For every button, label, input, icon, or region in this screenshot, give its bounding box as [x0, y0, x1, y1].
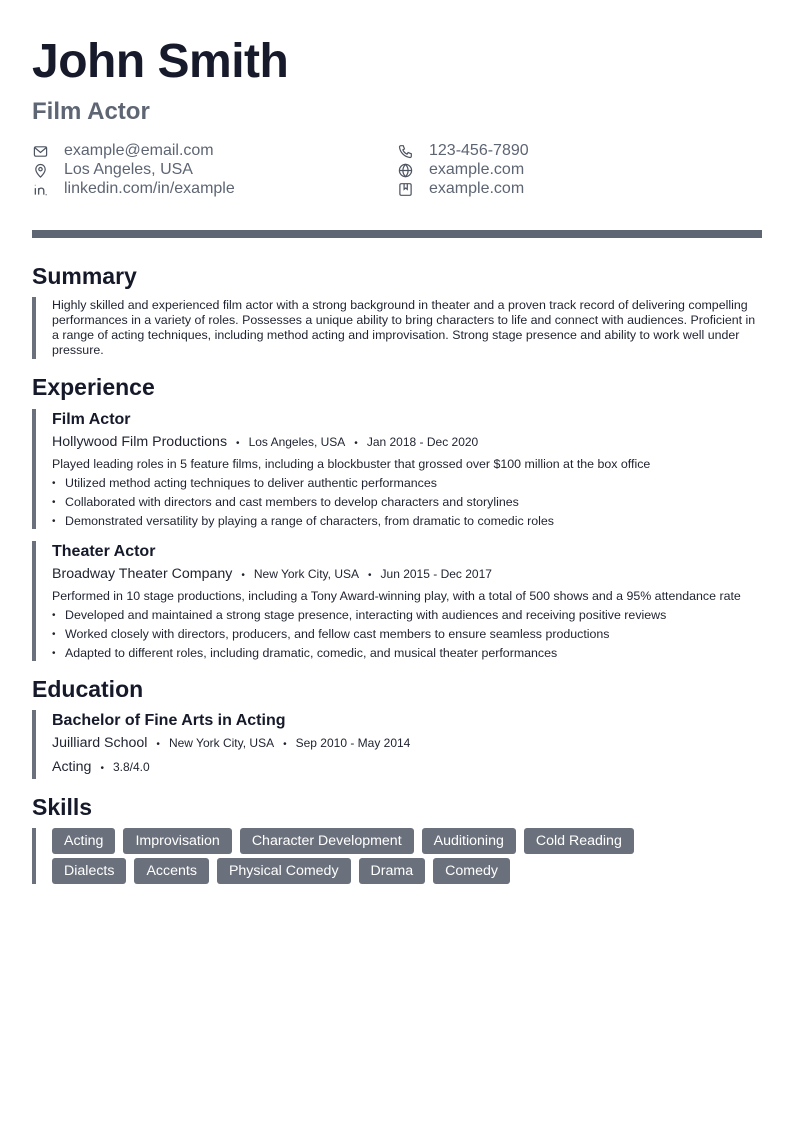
contact-linkedin[interactable]: [32, 180, 397, 198]
contact-list: [32, 142, 762, 198]
contact-text: example@email.com: [64, 142, 214, 159]
skill-chip: Cold Reading: [524, 828, 634, 854]
list-item: • Worked closely with directors, producers, and fellow cast members to ensure seamless productions: [52, 627, 762, 642]
summary-text: Highly skilled and experienced film actor with a strong background in theater and a proven track record of delivering compelling performances in a variety of roles. Possesses a unique ability to bring characters to life and connect with audiences. Proficient in a range of acting techniques, including method acting and improvisation. Strong stage presence and ability to work well under pressure.: [52, 298, 756, 358]
job-location: Los Angeles, USA: [248, 434, 346, 449]
list-item: • Adapted to different roles, including dramatic, comedic, and musical theater performances: [52, 646, 762, 661]
separator-dot: •: [100, 762, 104, 774]
contact-text: Los Angeles, USA: [64, 161, 193, 178]
contact-portfolio[interactable]: [397, 180, 762, 198]
job-title: Film Actor: [52, 410, 131, 428]
job-description: Played leading roles in 5 feature films, including a blockbuster that grossed over $100 million at the box office: [52, 456, 651, 471]
globe-icon: [397, 162, 413, 178]
skill-chip: Dialects: [52, 858, 126, 884]
job-meta: [52, 564, 762, 586]
education-meta: [52, 733, 762, 755]
skill-chip: Character Development: [240, 828, 414, 854]
list-item: • Utilized method acting techniques to deliver authentic performances: [52, 476, 762, 491]
job-title: Theater Actor: [52, 542, 156, 560]
job-dates: Jan 2018 - Dec 2020: [366, 434, 479, 449]
education-heading: Education: [32, 675, 144, 702]
contact-text: linkedin.com/in/example: [64, 180, 235, 197]
list-item: • Collaborated with directors and cast members to develop characters and storylines: [52, 495, 762, 510]
education-dates: Sep 2010 - May 2014: [295, 735, 411, 750]
summary-block: [32, 297, 762, 359]
list-item: • Developed and maintained a strong stage presence, interacting with audiences and receiving positive reviews: [52, 608, 762, 623]
company-name: Hollywood Film Productions: [52, 433, 228, 450]
experience-heading: Experience: [32, 374, 155, 401]
linkedin-icon: [32, 181, 48, 197]
job-meta: [52, 432, 762, 454]
skill-chip: Auditioning: [422, 828, 516, 854]
contact-phone[interactable]: [397, 142, 762, 160]
skill-chip: Accents: [134, 858, 208, 884]
company-name: Broadway Theater Company: [52, 565, 233, 582]
contact-text: 123-456-7890: [429, 142, 529, 159]
bookmark-icon: [397, 181, 413, 197]
candidate-name: John Smith: [32, 35, 289, 88]
contact-text: example.com: [429, 161, 525, 178]
skill-chip: Physical Comedy: [217, 858, 351, 884]
contact-location: [32, 161, 397, 179]
skills-block: [32, 828, 762, 884]
experience-entry: [32, 409, 762, 529]
skill-chip: Comedy: [433, 858, 510, 884]
job-bullets: [52, 608, 762, 661]
job-bullets: [52, 476, 762, 529]
education-field-row: [52, 757, 762, 779]
job-description: Performed in 10 stage productions, including a Tony Award-winning play, with a total of 500 shows and a 95% attendance rate: [52, 588, 741, 603]
skill-chip: Drama: [359, 858, 426, 884]
location-pin-icon: [32, 162, 48, 178]
school-name: Juilliard School: [52, 734, 148, 751]
experience-entry: [32, 541, 762, 661]
envelope-icon: [32, 143, 48, 159]
job-title-header: Film Actor: [32, 98, 150, 125]
school-location: New York City, USA: [168, 735, 275, 750]
education-entry: [32, 710, 762, 779]
separator-dot: •: [241, 569, 245, 581]
separator-dot: •: [236, 437, 240, 449]
degree-title: Bachelor of Fine Arts in Acting: [52, 711, 286, 729]
gpa-value: 3.8/4.0: [112, 759, 150, 774]
list-item: • Demonstrated versatility by playing a range of characters, from dramatic to comedic roles: [52, 514, 762, 529]
summary-heading: Summary: [32, 263, 137, 289]
skill-chip: Acting: [52, 828, 115, 854]
field-of-study: Acting: [52, 758, 92, 775]
contact-website[interactable]: [397, 161, 762, 179]
job-dates: Jun 2015 - Dec 2017: [380, 566, 492, 581]
separator-dot: •: [283, 738, 287, 750]
separator-dot: •: [354, 437, 358, 449]
header-divider: [32, 230, 762, 238]
skills-heading: Skills: [32, 793, 93, 820]
skill-chip: Improvisation: [123, 828, 231, 854]
phone-icon: [397, 143, 413, 159]
separator-dot: •: [368, 569, 372, 581]
contact-text: example.com: [429, 180, 525, 197]
job-location: New York City, USA: [253, 566, 360, 581]
skills-list: [52, 828, 712, 884]
contact-email[interactable]: [32, 142, 397, 160]
separator-dot: •: [156, 738, 160, 750]
